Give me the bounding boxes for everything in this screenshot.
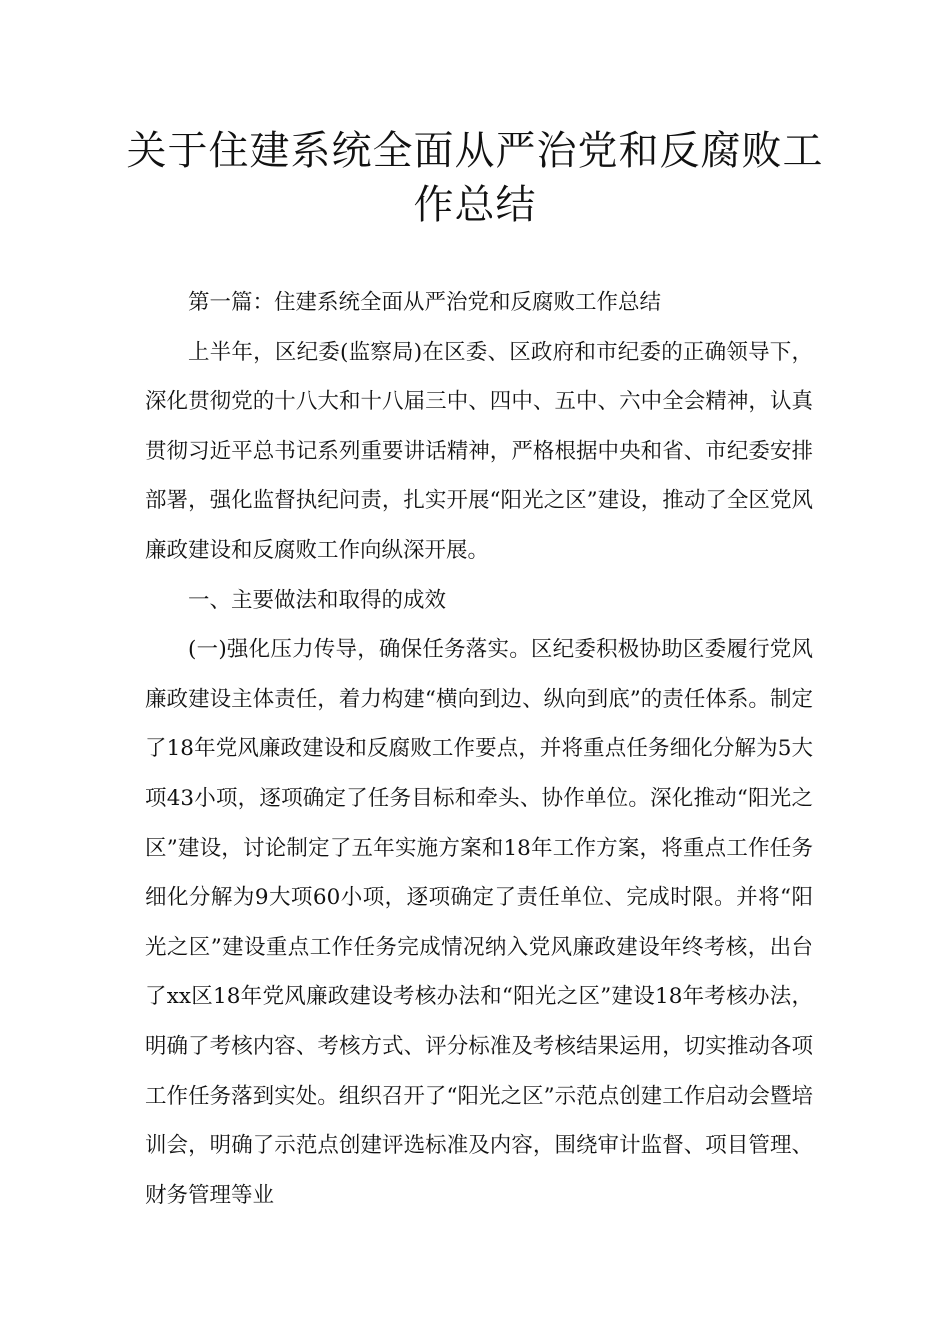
section-heading-main-practices: 一、主要做法和取得的成效 (188, 587, 447, 613)
title-line-1: 关于住建系统全面从严治党和反腐败工 (126, 128, 824, 174)
section-heading-first: 第一篇：住建系统全面从严治党和反腐败工作总结 (188, 290, 662, 315)
paragraph-pressure-transmission: (一)强化压力传导，确保任务落实。区纪委积极协助区委履行党风廉政建设主体责任，着力构建“横向到边、纵向到底”的责任体系。制定了18年党风廉政建设和反腐败工作要点，并将重点任务细化分解为5大项43小项，逐项确定了任务目标和牵头、协作单位。深化推动“阳光之区”建设，讨论制定了五年实施方案和18年工作方案，将重点工作任务细化分解为9大项60小项，逐项确定了责任单位、完成时限。并将“阳光之区”建设重点工作任务完成情况纳入党风廉政建设年终考核，出台了xx区18年党风廉政建设考核办法和“阳光之区”建设18年考核办法，明确了考核内容、考核方式、评分标准及考核结果运用，切实推动各项工作任务落到实处。组织召开了“阳光之区”示范点创建工作启动会暨培训会，明确了示范点创建评选标准及内容，围绕审计监督、项目管理、财务管理等业 (145, 637, 813, 1208)
document-title (120, 124, 830, 232)
document-body (145, 278, 813, 1220)
title-line-2: 作总结 (413, 182, 537, 228)
paragraph-intro: 上半年，区纪委(监察局)在区委、区政府和市纪委的正确领导下，深化贯彻党的十八大和十八届三中、四中、五中、六中全会精神，认真贯彻习近平总书记系列重要讲话精神，严格根据中央和省、市纪委安排部署，强化监督执纪问责，扎实开展“阳光之区”建设，推动了全区党风廉政建设和反腐败工作向纵深开展。 (145, 339, 813, 563)
